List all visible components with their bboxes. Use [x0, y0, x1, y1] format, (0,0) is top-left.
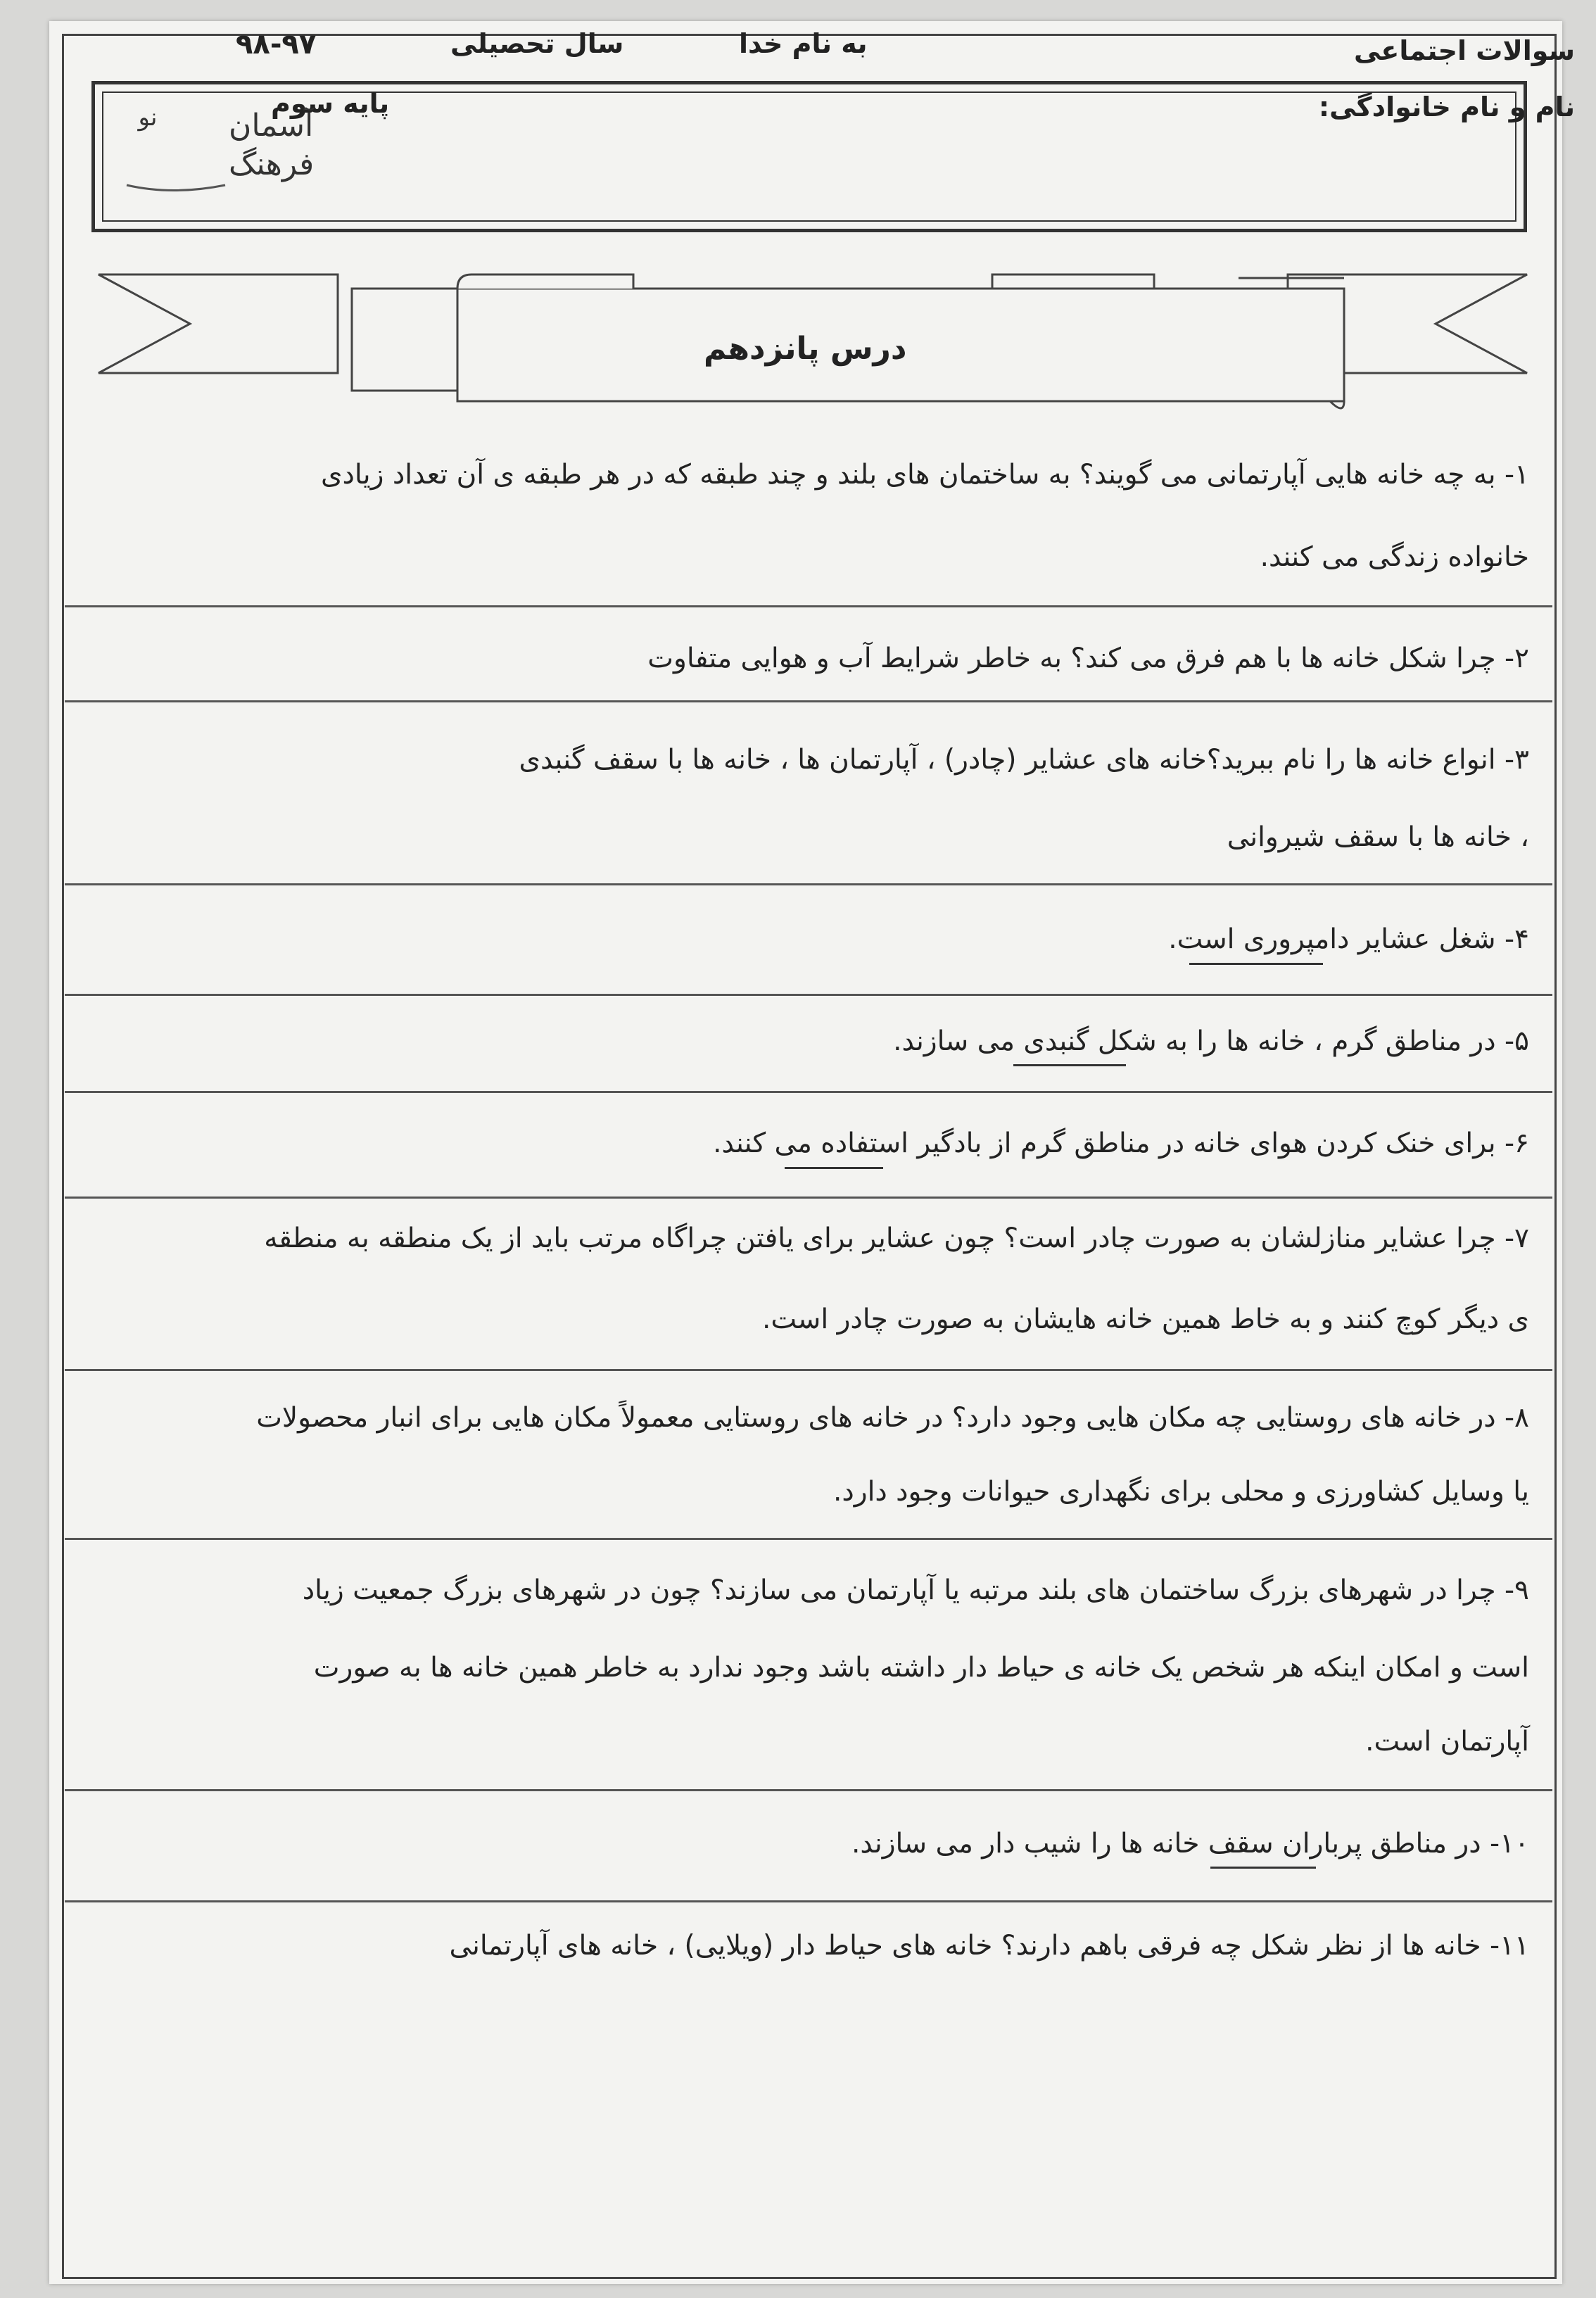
answer-underline-4	[1189, 963, 1323, 965]
bismillah-heading: به نام خدا	[739, 28, 868, 59]
logo-text-2: فرهنگ	[229, 146, 315, 182]
logo-text-1: آسمان	[229, 108, 314, 144]
divider-7	[65, 1369, 1552, 1371]
grade-label: پایه سوم	[271, 88, 390, 119]
divider-5	[65, 1091, 1552, 1093]
subject-title: سوالات اجتماعی	[1353, 35, 1575, 66]
divider-10	[65, 1900, 1552, 1902]
question-9-line-3: آپارتمان است.	[1365, 1726, 1529, 1757]
question-8-line-1: ۸- در خانه های روستایی چه مکان هایی وجود دارد؟ در خانه های روستایی معمولاً مکان هایی برای انبار محصولات	[256, 1402, 1529, 1434]
question-9-line-1: ۹- چرا در شهرهای بزرگ ساختمان های بلند مرتبه یا آپارتمان می سازند؟ چون در شهرهای بزرگ جمعیت زیاد	[302, 1574, 1529, 1606]
school-year-value: ۹۸-۹۷	[236, 28, 317, 61]
question-9-line-2: است و امکان اینکه هر شخص یک خانه ی حیاط دار داشته باشد وجود ندارد به خاطر همین خانه ها به صورت	[313, 1652, 1529, 1684]
question-5-line-1: ۵- در مناطق گرم ، خانه ها را به شکل گنبدی می سازند.	[893, 1025, 1529, 1057]
divider-3	[65, 883, 1552, 885]
question-6-line-1: ۶- برای خنک کردن هوای خانه در مناطق گرم از بادگیر استفاده می کنند.	[713, 1128, 1529, 1159]
question-10-line-1: ۱۰- در مناطق پرباران سقف خانه ها را شیب دار می سازند.	[851, 1828, 1529, 1860]
lesson-title: درس پانزدهم	[704, 331, 907, 367]
answer-underline-10	[1210, 1867, 1316, 1869]
question-11-line-1: ۱۱- خانه ها از نظر شکل چه فرقی باهم دارند؟ خانه های حیاط دار (ویلایی) ، خانه های آپارتمانی	[449, 1930, 1529, 1962]
divider-9	[65, 1789, 1552, 1791]
divider-2	[65, 700, 1552, 702]
divider-1	[65, 605, 1552, 607]
divider-8	[65, 1538, 1552, 1540]
divider-6	[65, 1197, 1552, 1199]
logo-text-3: نو	[138, 103, 158, 132]
question-7-line-1: ۷- چرا عشایر منازلشان به صورت چادر است؟ چون عشایر برای یافتن چراگاه مرتب باید از یک منطقه به منطقه	[264, 1223, 1529, 1254]
answer-underline-5	[1013, 1064, 1126, 1066]
school-year-label: سال تحصیلی	[450, 28, 624, 59]
question-4-line-1: ۴- شغل عشایر دامپروری است.	[1168, 923, 1529, 955]
question-2-line-1: ۲- چرا شکل خانه ها با هم فرق می کند؟ به خاطر شرایط آب و هوایی متفاوت	[647, 643, 1529, 674]
divider-4	[65, 994, 1552, 996]
question-3-line-1: ۳- انواع خانه ها را نام ببرید؟خانه های عشایر (چادر) ، آپارتمان ها ، خانه ها با سقف گنبدی	[519, 744, 1529, 776]
question-7-line-2: ی دیگر کوچ کنند و به خاط همین خانه هایشان به صورت چادر است.	[761, 1303, 1529, 1335]
question-1-line-2: خانواده زندگی می کنند.	[1260, 541, 1529, 573]
answer-underline-6	[785, 1167, 883, 1169]
student-name-label: نام و نام خانوادگی:	[1318, 91, 1575, 122]
question-1-line-1: ۱- به چه خانه هایی آپارتمانی می گویند؟ به ساختمان های بلند و چند طبقه که در هر طبقه ی آن تعداد زیادی	[321, 459, 1529, 491]
question-3-line-2: ، خانه ها با سقف شیروانی	[1227, 821, 1529, 853]
question-8-line-2: یا وسایل کشاورزی و محلی برای نگهداری حیوانات وجود دارد.	[832, 1476, 1529, 1508]
school-logo	[106, 97, 315, 206]
